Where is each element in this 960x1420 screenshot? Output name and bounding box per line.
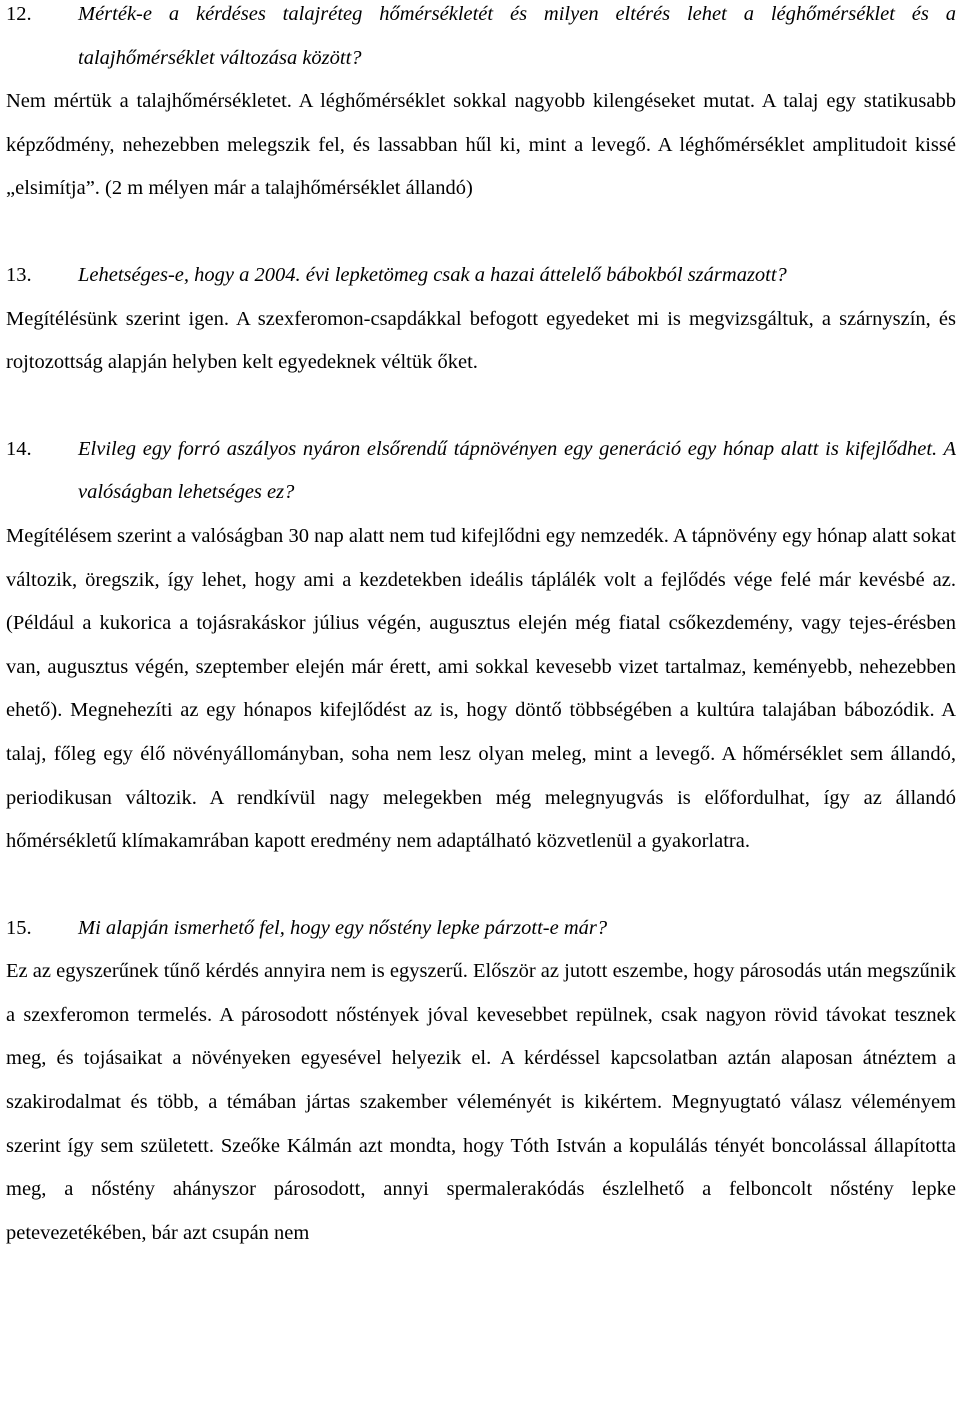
question-15 (6, 907, 956, 951)
question-number: 14. (6, 437, 32, 460)
question-number: 13. (6, 263, 32, 286)
answer-15: Ez az egyszerűnek tűnő kérdés annyira nem is egyszerű. Először az jutott eszembe, hogy párosodás után megszűnik a szexferomon termelés. A párosodott nőstények jóval kevesebbet repülnek, csak nagyon rövid távokat tesznek meg, és tojásaikat a növényeken egyesével helyezik el. A kérdéssel kapcsolatban aztán alaposan átnéztem a szakirodalmat és több, a témában jártas szakember véleményét is kikértem. Megnyugtató válasz véleményem szerint így sem született. Szeőke Kálmán azt mondta, hogy Tóth István a kopulálás tényét boncolással állapította meg, a nőstény ahányszor párosodott, annyi spermalerakódás észlelhető a felboncolt nőstény lepke petevezetékében, bár azt csupán nem (6, 960, 956, 1244)
document-page (6, 0, 956, 1255)
question-13 (6, 254, 956, 298)
section-14 (6, 428, 956, 864)
question-number: 12. (6, 3, 32, 25)
question-text: Mi alapján ismerhető fel, hogy egy nőstény lepke párzott-e már? (78, 916, 608, 939)
answer-12: Nem mértük a talajhőmérsékletet. A léghőmérséklet sokkal nagyobb kilengéseket mutat. A talaj egy statikusabb képződmény, nehezebben melegszik fel, és lassabban hűl ki, mint a levegő. A léghőmérséklet amplitudoit kissé „elsimítja”. (2 m mélyen már a talajhőmérséklet állandó) (6, 90, 956, 200)
answer-13: Megítélésünk szerint igen. A szexferomon-csapdákkal befogott egyedeket mi is megvizsgáltuk, a szárnyszín, és rojtozottság alapján helyben kelt egyedeknek véltük őket. (6, 307, 956, 374)
answer-14: Megítélésem szerint a valóságban 30 nap alatt nem tud kifejlődni egy nemzedék. A tápnövény egy hónap alatt sokat változik, öregszik, így lehet, hogy ami a kezdetekben ideális táplálék volt a fejlődés vége felé már kevésbé az. (Például a kukorica a tojásrakáskor július végén, augusztus elején még fiatal csőkezdemény, vagy tejes-érésben van, augusztus végén, szeptember elején már érett, ami sokkal kevesebb vizet tartalmaz, keményebb, nehezebben ehető). Megnehezíti az egy hónapos kifejlődést az is, hogy döntő többségében a kultúra talajában bábozódik. A talaj, főleg egy élő növényállományban, soha nem lesz olyan meleg, mint a levegő. A hőmérséklet sem állandó, periodikusan változik. A rendkívül nagy melegekben még melegnyugvás is előfordulhat, így az állandó hőmérsékletű klímakamrában kapott eredmény nem adaptálható közvetlenül a gyakorlatra. (6, 524, 956, 853)
question-text: Mérték-e a kérdéses talajréteg hőmérsékletét és milyen eltérés lehet a léghőmérséklet és a talajhőmérséklet változása között? (78, 3, 956, 69)
question-text: Elvileg egy forró aszályos nyáron elsőrendű tápnövényen egy generáció egy hónap alatt is kifejlődhet. A valóságban lehetséges ez? (78, 437, 956, 504)
section-12 (6, 0, 956, 211)
question-12 (6, 0, 956, 80)
section-13 (6, 254, 956, 385)
question-text: Lehetséges-e, hogy a 2004. évi lepketömeg csak a hazai áttelelő bábokból származott? (78, 263, 787, 286)
question-number: 15. (6, 916, 32, 939)
question-14 (6, 428, 956, 515)
section-15 (6, 907, 956, 1256)
